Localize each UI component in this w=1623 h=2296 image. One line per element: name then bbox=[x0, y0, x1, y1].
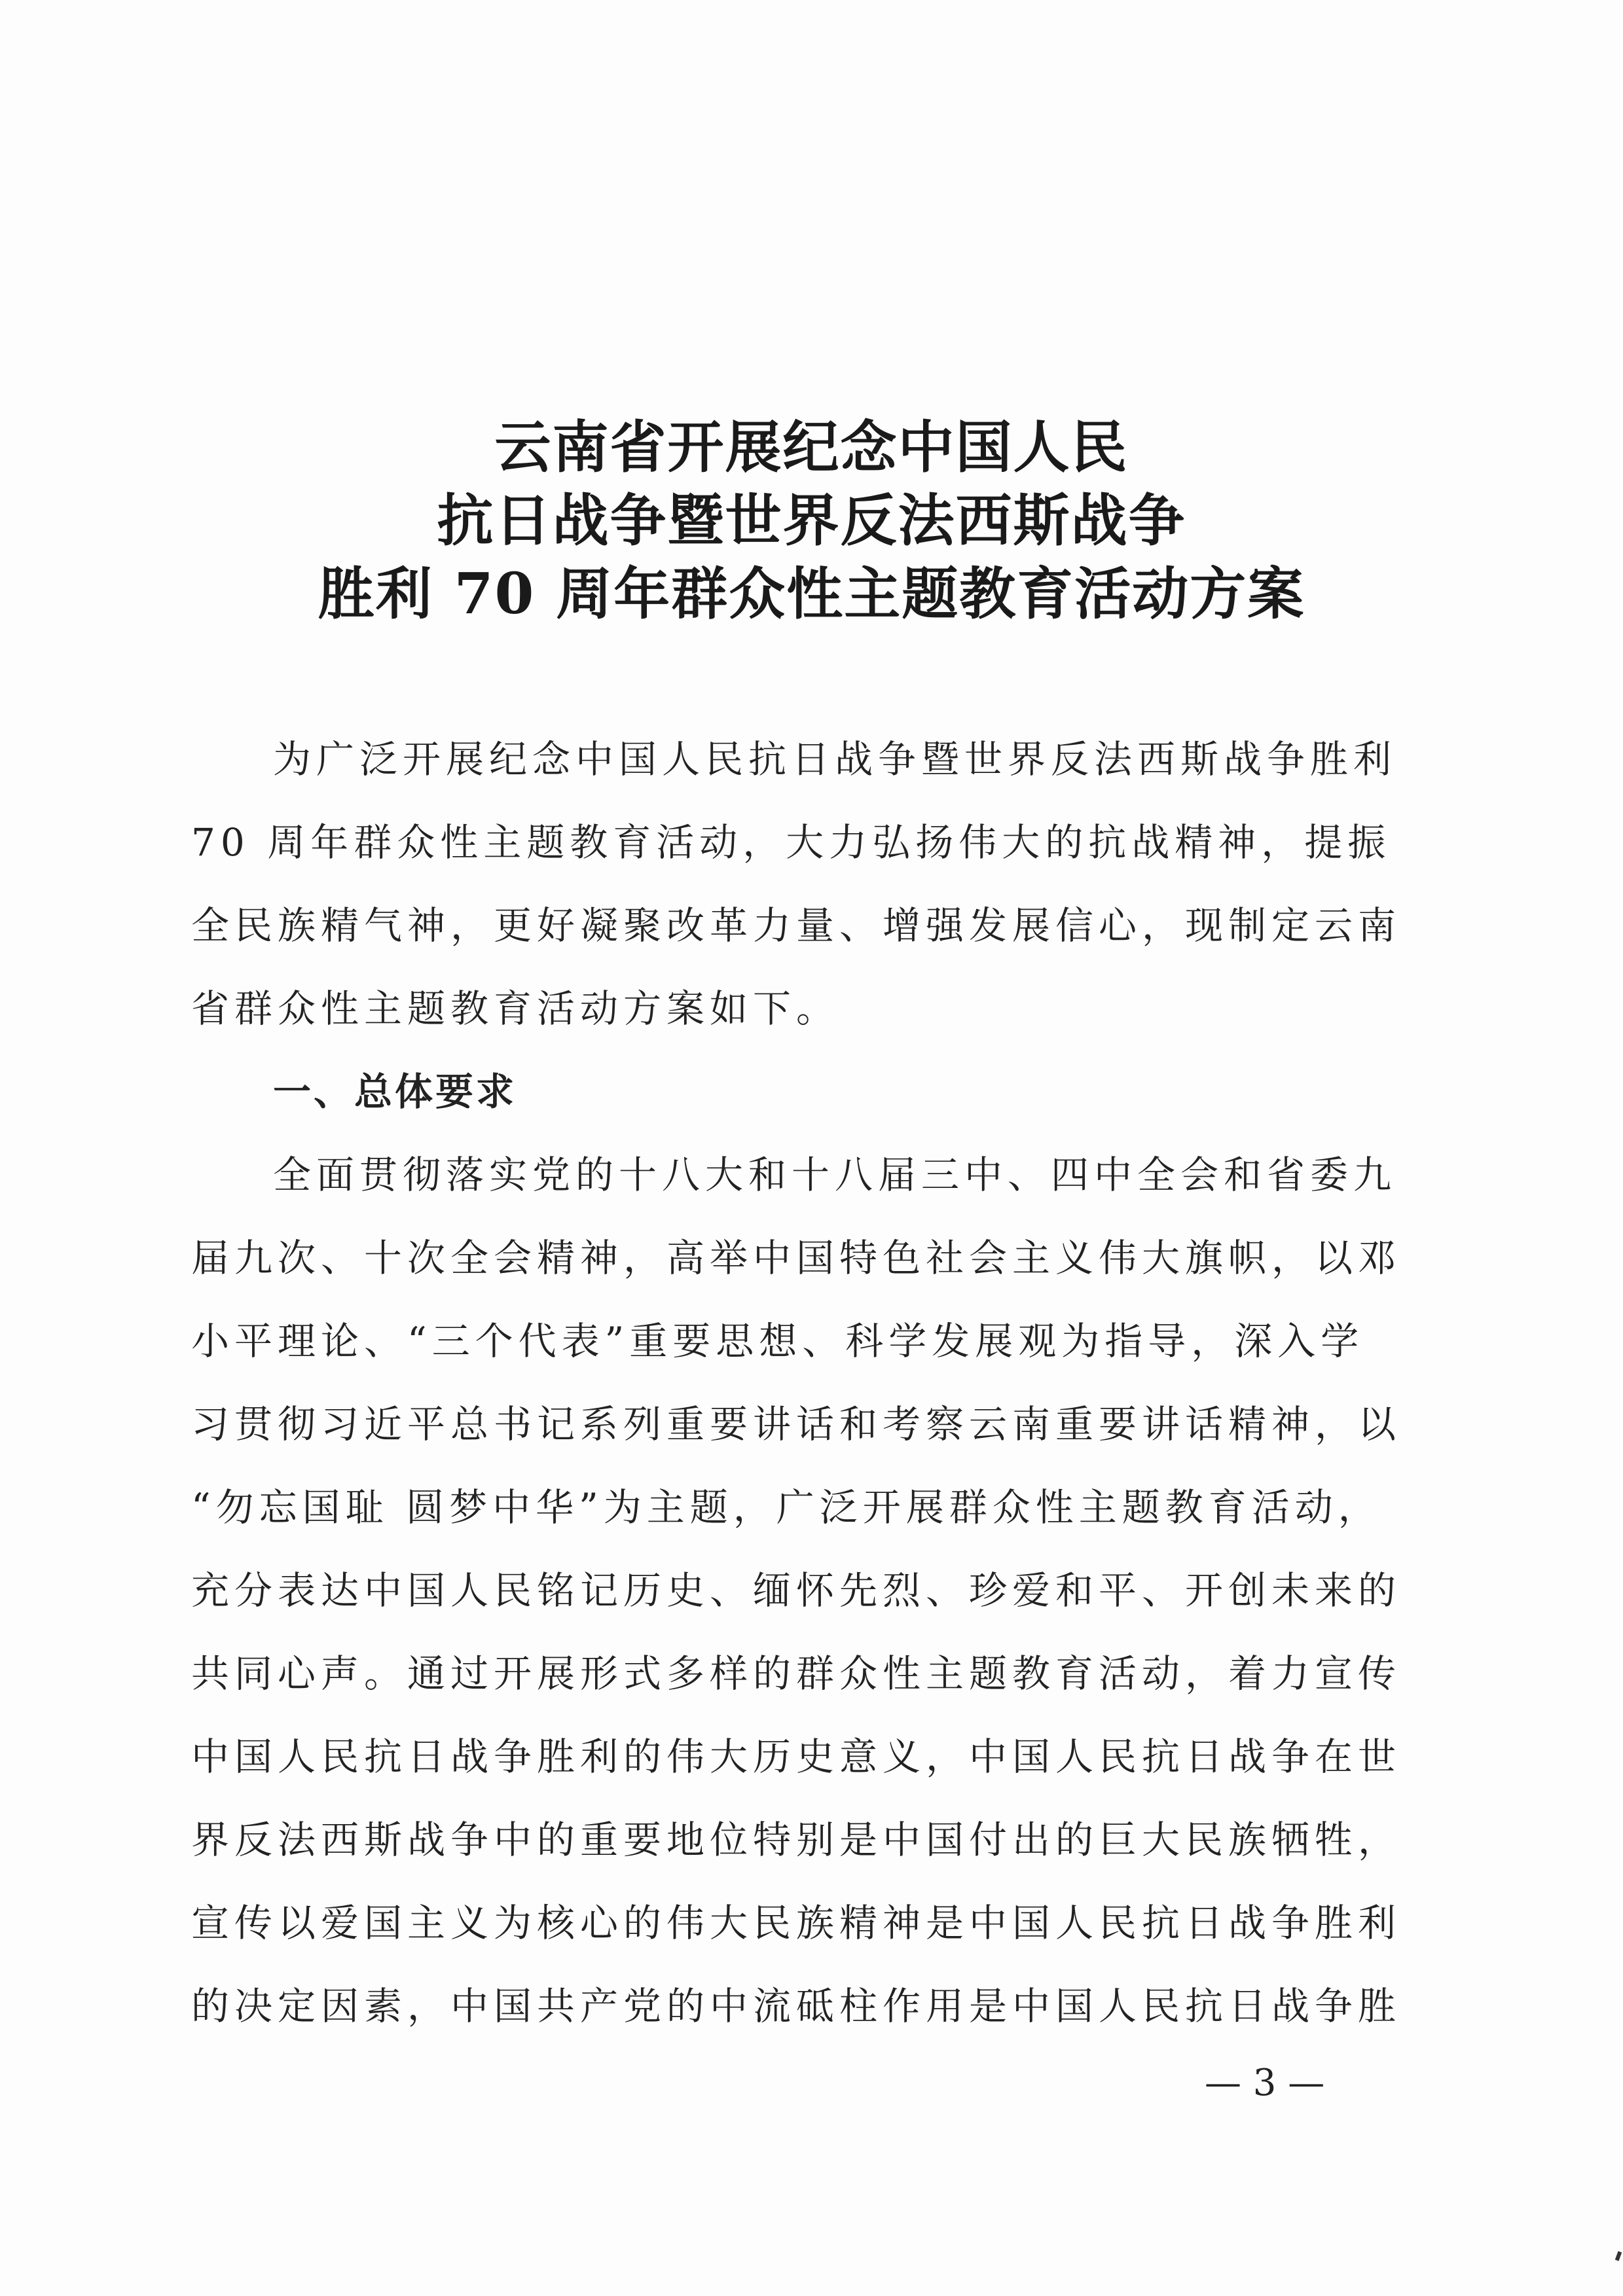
section-line: 习贯彻习近平总书记系列重要讲话和考察云南重要讲话精神，以 bbox=[191, 1402, 1402, 1446]
intro-line: 全民族精气神，更好凝聚改革力量、增强发展信心，现制定云南 bbox=[191, 903, 1402, 948]
scan-mark bbox=[1615, 2251, 1622, 2261]
title-line-3: 胜利 70 周年群众性主题教育活动方案 bbox=[318, 561, 1305, 627]
document-title bbox=[0, 411, 1623, 631]
title-line-1: 云南省开展纪念中国人民 bbox=[494, 414, 1129, 480]
section-line: 中国人民抗日战争胜利的伟大历史意义，中国人民抗日战争在世 bbox=[191, 1734, 1402, 1779]
section-line: 届九次、十次全会精神，高举中国特色社会主义伟大旗帜，以邓 bbox=[191, 1236, 1402, 1280]
section-line: “勿忘国耻 圆梦中华”为主题，广泛开展群众性主题教育活动， bbox=[191, 1485, 1381, 1530]
page-number: — 3 — bbox=[1205, 2062, 1325, 2104]
section-line: 共同心声。通过开展形式多样的群众性主题教育活动，着力宣传 bbox=[191, 1651, 1402, 1696]
section-line: 小平理论、“三个代表”重要思想、科学发展观为指导，深入学 bbox=[191, 1319, 1364, 1363]
section-line: 全面贯彻落实党的十八大和十八届三中、四中全会和省委九 bbox=[273, 1153, 1397, 1197]
intro-line: 省群众性主题教育活动方案如下。 bbox=[191, 986, 840, 1031]
section-heading: 一、总体要求 bbox=[273, 1069, 517, 1114]
section-line: 宣传以爱国主义为核心的伟大民族精神是中国人民抗日战争胜利 bbox=[191, 1901, 1402, 1945]
intro-line: 70 周年群众性主题教育活动，大力弘扬伟大的抗战精神，提振 bbox=[191, 820, 1391, 865]
section-line: 的决定因素，中国共产党的中流砥柱作用是中国人民抗日战争胜 bbox=[191, 1984, 1402, 2028]
section-line: 界反法西斯战争中的重要地位特别是中国付出的巨大民族牺牲， bbox=[191, 1818, 1402, 1862]
section-line: 充分表达中国人民铭记历史、缅怀先烈、珍爱和平、开创未来的 bbox=[191, 1568, 1402, 1613]
title-line-2: 抗日战争暨世界反法西斯战争 bbox=[437, 488, 1186, 554]
intro-line: 为广泛开展纪念中国人民抗日战争暨世界反法西斯战争胜利 bbox=[273, 737, 1397, 781]
